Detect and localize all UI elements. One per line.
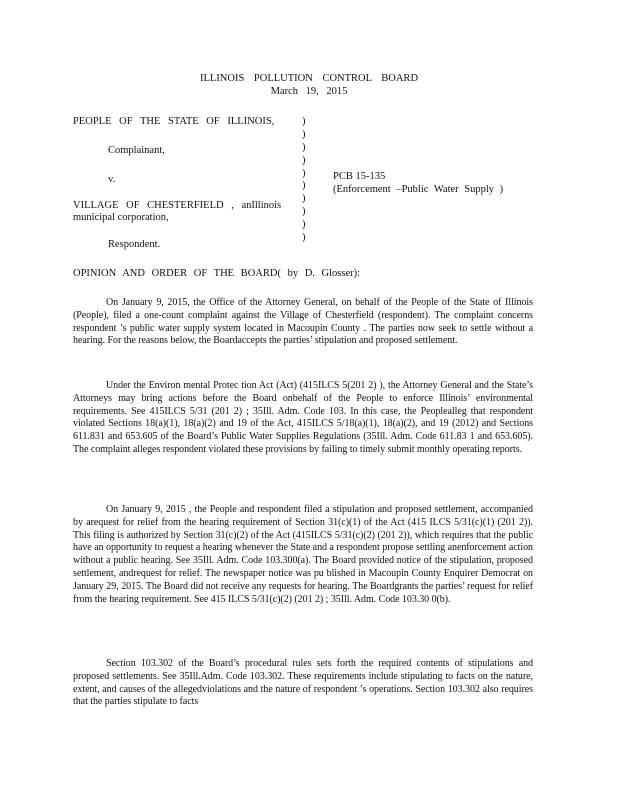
paragraph-1 xyxy=(73,297,533,348)
defendant-name: VILLAGE OF CHESTERFIELD , anIllinois xyxy=(73,200,282,211)
paragraph-3 xyxy=(73,504,533,606)
caption-paren: ) xyxy=(302,232,306,244)
caption-paren: ) xyxy=(302,219,306,231)
case-type: (Enforcement –Public Water Supply ) xyxy=(333,184,504,195)
versus-label: v. xyxy=(108,174,116,185)
paragraph-1-text: On January 9, 2015, the Office of the Attorney General, on behalf of the People of the State of Illinois (People), filed a one-count complaint against the Village of Chesterfield (respondent). The complaint concerns respondent ’s public water supply system located in Macoupin County . The parties now seek to settle without a hearing. For the reasons below, the Boardaccepts the parties’ stipulation and proposed settlement. xyxy=(73,297,533,347)
caption-paren: ) xyxy=(302,154,306,166)
caption-paren: ) xyxy=(302,193,306,205)
paragraph-3-text: On January 9, 2015 , the People and respondent filed a stipulation and proposed settlement, accompanied by arequest for relief from the hearing requirement of Section 31(c)(1) of the Act (415 ILCS 5/31(c)(1) (201 2)). This filing is authorized by Section 31(c)(2) of the Act (415ILCS 5/31(c)(2) (201 2)), which requires that the public have an opportunity to request a hearing whenever the State and a respondent propose settling anenforcement action without a public hearing. See 35Ill. Adm. Code 103.300(a). The Board provided notice of the stipulation, proposed settlement, andrequest for relief. The newspaper notice was pu blished in Macoupin County Enquirer Democrat on January 29, 2015. The Board did not receive any requests for hearing. The Boardgrants the parties’ request for relief from the hearing requirement. See 415 ILCS 5/31(c)(2) (201 2) ; 35Ill. Adm. Code 103.30 0(b). xyxy=(73,504,533,605)
caption-paren: ) xyxy=(302,141,306,153)
paragraph-4-text: Section 103.302 of the Board’s procedural rules sets forth the required contents of stipulations and proposed settlements. See 35Ill.Adm. Code 103.302. These requirements include stipulating to facts on the nature, extent, and causes of the allegedviolations and the nature of respondent ’s operations. Section 103.302 also requires that the parties stipulate to facts xyxy=(73,658,533,708)
caption-paren: ) xyxy=(302,180,306,192)
order-date: March 19, 2015 xyxy=(270,86,348,97)
caption-paren: ) xyxy=(302,116,306,127)
caption-paren: ) xyxy=(302,206,306,218)
paragraph-2 xyxy=(73,380,533,457)
paragraph-2-text: Under the Environ mental Protec tion Act (Act) (415ILCS 5(201 2) ), the Attorney General and the State’s Attorneys may bring actions before the Board onbehalf of the People to enforce Illinois’ environmental requirements. See 415ILCS 5/31 (201 2) ; 35Ill. Adm. Code 103. In this case, the Peoplealleg that respondent violated Sections 18(a)(1), 18(a)(2) and 19 of the Act, 415ILCS 5/18(a)(1), 18(a)(2), and 19 (2012) and Sections 611.831 and 653.605 of the Board’s Public Water Supplies Regulations (35Ill. Adm. Code 611.83 1 and 653.605). The complaint alleges respondent violated these provisions by failing to timely submit monthly operating reports. xyxy=(73,380,533,455)
defendant-description: municipal corporation, xyxy=(73,212,169,223)
caption-paren: ) xyxy=(302,167,306,179)
caption-paren: ) xyxy=(302,128,306,140)
caption-parentheses xyxy=(302,116,310,245)
paragraph-4 xyxy=(73,658,533,709)
board-name: ILLINOIS POLLUTION CONTROL BOARD xyxy=(199,73,419,84)
respondent-label: Respondent. xyxy=(108,239,161,250)
opinion-heading: OPINION AND ORDER OF THE BOARD( by D. Glosser): xyxy=(73,268,361,279)
complainant-label: Complainant, xyxy=(108,145,165,156)
plaintiff-name: PEOPLE OF THE STATE OF ILLINOIS, xyxy=(73,116,275,127)
case-number: PCB 15-135 xyxy=(333,171,386,182)
